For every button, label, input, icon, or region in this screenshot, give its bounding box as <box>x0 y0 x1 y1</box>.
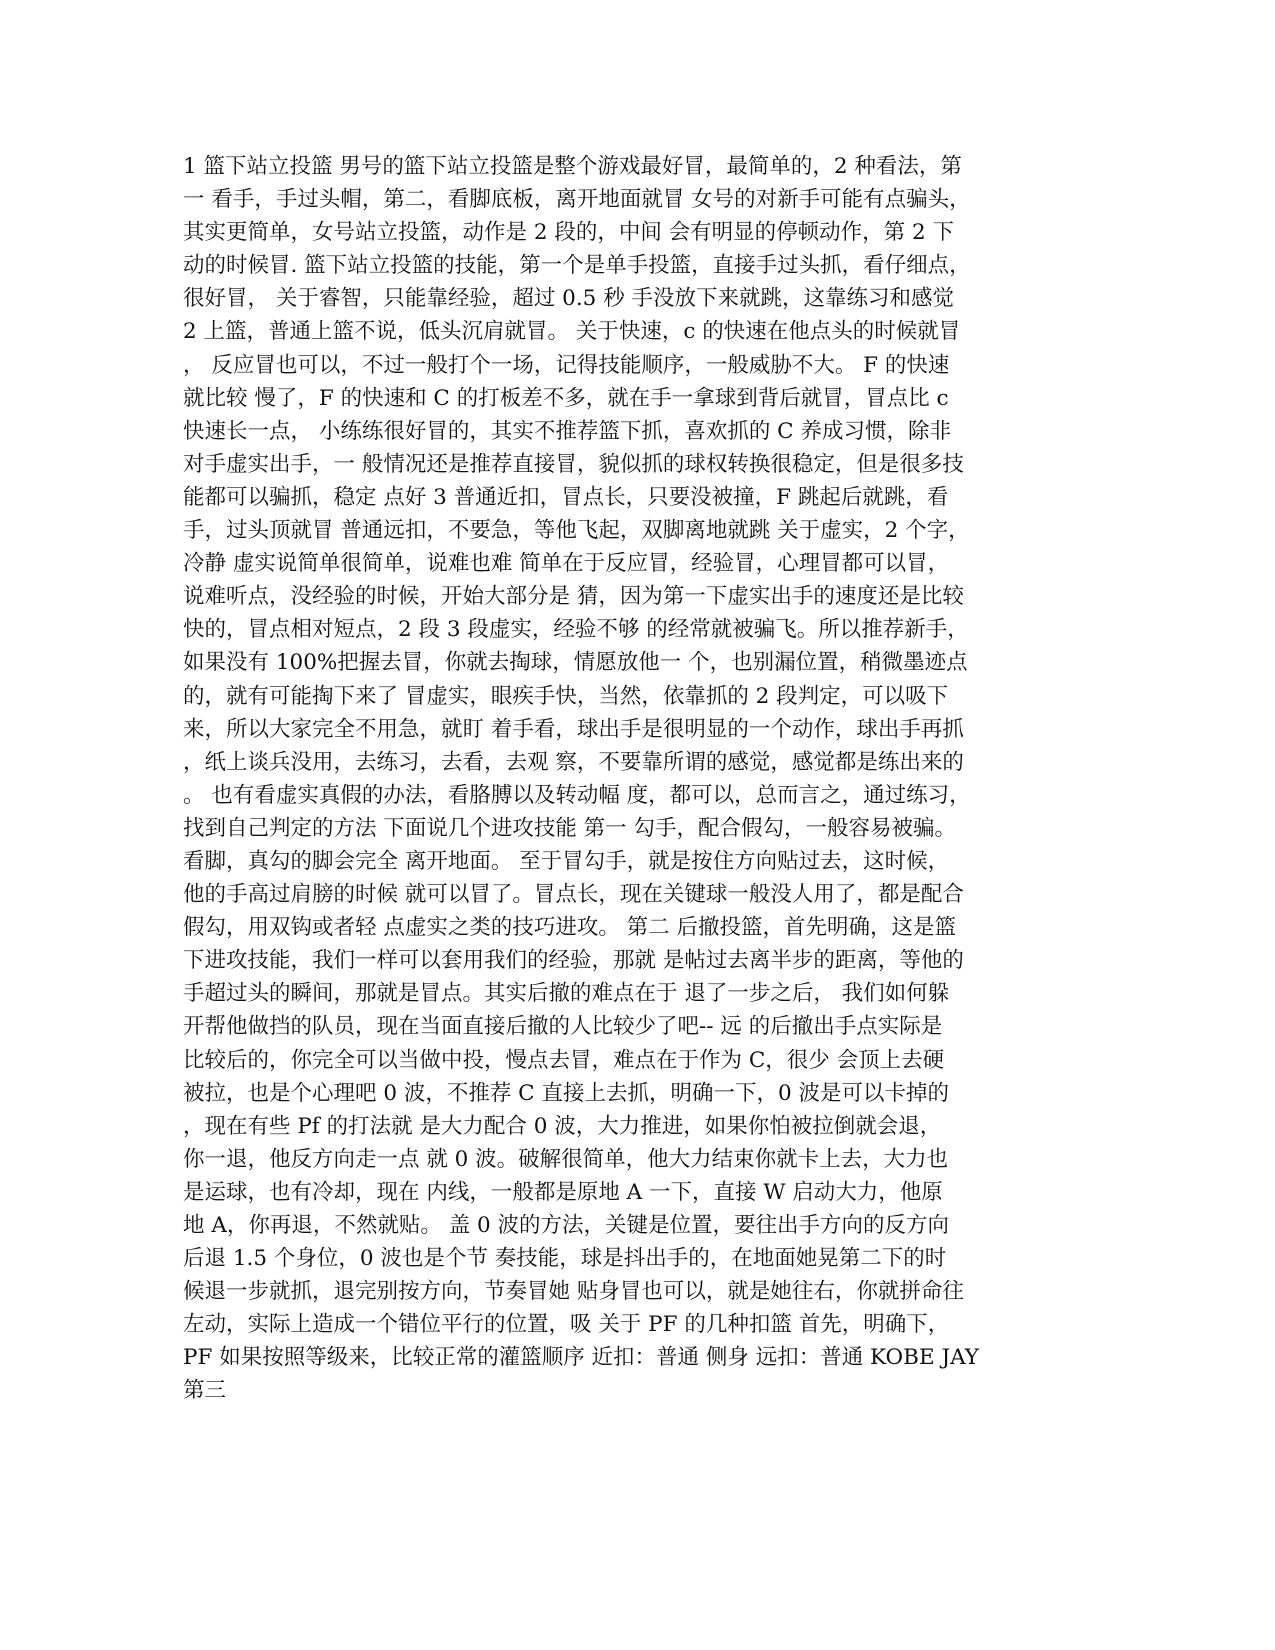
text-line: 比较后的，你完全可以当做中投，慢点去冒，难点在于作为 C，很少 会顶上去硬 <box>183 1047 945 1073</box>
text-line: 很好冒， 关于睿智，只能靠经验，超过 0.5 秒 手没放下来就跳，这靠练习和感觉 <box>183 286 955 312</box>
text-line: 就比较 慢了，F 的快速和 C 的打板差不多，就在手一拿球到背后就冒，冒点比 c <box>183 385 949 411</box>
text-line: 假勾，用双钩或者轻 点虚实之类的技巧进攻。 第二 后撤投篮，首先明确，这是篮 <box>183 915 957 941</box>
text-line: 他的手高过肩膀的时候 就可以冒了。冒点长，现在关键球一般没人用了，都是配合 <box>183 882 964 908</box>
text-line: PF 如果按照等级来，比较正常的灌篮顺序 近扣：普通 侧身 远扣：普通 KOBE JAY <box>183 1345 979 1371</box>
article-body <box>183 150 1103 1408</box>
text-line: 看脚，真勾的脚会完全 离开地面。 至于冒勾手，就是按住方向贴过去，这时候， <box>183 848 950 874</box>
text-line: 的，就有可能掏下来了 冒虚实，眼疾手快，当然，依靠抓的 2 段判定，可以吸下 <box>183 683 949 709</box>
text-line: 后退 1.5 个身位，0 波也是个节 奏技能，球是抖出手的，在地面她晃第二下的时 <box>183 1246 947 1272</box>
text-line: 来，所以大家完全不用急，就盯 着手看，球出手是很明显的一个动作，球出手再抓 <box>183 716 964 742</box>
text-line: 快速长一点， 小练练很好冒的，其实不推荐篮下抓，喜欢抓的 C 养成习惯，除非 <box>183 418 951 444</box>
text-line: 冷静 虚实说简单很简单，说难也难 简单在于反应冒，经验冒，心理冒都可以冒， <box>183 551 950 577</box>
text-line: 手超过头的瞬间，那就是冒点。其实后撤的难点在于 退了一步之后， 我们如何躲 <box>183 981 950 1007</box>
text-line: 2 上篮，普通上篮不说，低头沉肩就冒。 关于快速，c 的快速在他点头的时候就冒 <box>183 319 961 345</box>
text-line: 候退一步就抓，退完别按方向，节奏冒她 贴身冒也可以，就是她往右，你就拼命往 <box>183 1279 964 1305</box>
text-line: 动的时候冒. 篮下站立投篮的技能，第一个是单手投篮，直接手过头抓，看仔细点， <box>183 253 971 279</box>
text-line: 快的，冒点相对短点，2 段 3 段虚实，经验不够 的经常就被骗飞。所以推荐新手， <box>183 617 969 643</box>
text-line: 你一退，他反方向走一点 就 0 波。破解很简单，他大力结束你就卡上去，大力也 <box>183 1146 949 1172</box>
text-line: ，现在有些 Pf 的打法就 是大力配合 0 波，大力推进，如果你怕被拉倒就会退， <box>183 1113 942 1139</box>
text-line: 一 看手，手过头帽，第二，看脚底板，离开地面就冒 女号的对新手可能有点骗头， <box>183 187 971 213</box>
text-line: 说难听点，没经验的时候，开始大部分是 猜，因为第一下虚实出手的速度还是比较 <box>183 584 964 610</box>
text-line: 第三 <box>183 1378 227 1404</box>
text-line: 下进攻技能，我们一样可以套用我们的经验，那就 是帖过去离半步的距离，等他的 <box>183 948 964 974</box>
text-line: 手，过头顶就冒 普通远扣，不要急，等他飞起，双脚离地就跳 关于虚实，2 个字， <box>183 518 970 544</box>
text-line: 左动，实际上造成一个错位平行的位置，吸 关于 PF 的几种扣篮 首先，明确下， <box>183 1312 950 1338</box>
text-line: 其实更简单，女号站立投篮，动作是 2 段的，中间 会有明显的停顿动作，第 2 下 <box>183 220 955 246</box>
text-line: 被拉，也是个心理吧 0 波，不推荐 C 直接上去抓，明确一下，0 波是可以卡掉的 <box>183 1080 949 1106</box>
text-line: 找到自己判定的方法 下面说几个进攻技能 第一 勾手，配合假勾，一般容易被骗。 <box>183 815 957 841</box>
text-line: 是运球，也有冷却，现在 内线，一般都是原地 A 一下，直接 W 启动大力，他原 <box>183 1179 943 1205</box>
text-line: 开帮他做挡的队员，现在当面直接后撤的人比较少了吧-- 远 的后撤出手点实际是 <box>183 1014 943 1040</box>
text-line: 1 篮下站立投篮 男号的篮下站立投篮是整个游戏最好冒，最简单的，2 种看法，第 <box>183 154 962 179</box>
text-line: 地 A，你再退，不然就贴。 盖 0 波的方法，关键是位置，要往出手方向的反方向 <box>183 1213 950 1238</box>
text-line: ， 反应冒也可以，不过一般打个一场，记得技能顺序，一般威胁不大。 F 的快速 <box>183 352 950 378</box>
text-line: 。 也有看虚实真假的办法，看胳膊以及转动幅 度，都可以，总而言之，通过练习， <box>183 782 971 808</box>
text-line: 如果没有 100%把握去冒，你就去掏球，情愿放他一 个，也别漏位置，稍微墨迹点 <box>183 650 968 676</box>
text-line: 对手虚实出手，一 般情况还是推荐直接冒，貌似抓的球权转换很稳定，但是很多技 <box>183 451 964 477</box>
text-line: ，纸上谈兵没用，去练习，去看，去观 察，不要靠所谓的感觉，感觉都是练出来的 <box>183 749 964 775</box>
text-line: 能都可以骗抓，稳定 点好 3 普通近扣，冒点长，只要没被撞，F 跳起后就跳，看 <box>183 484 949 510</box>
